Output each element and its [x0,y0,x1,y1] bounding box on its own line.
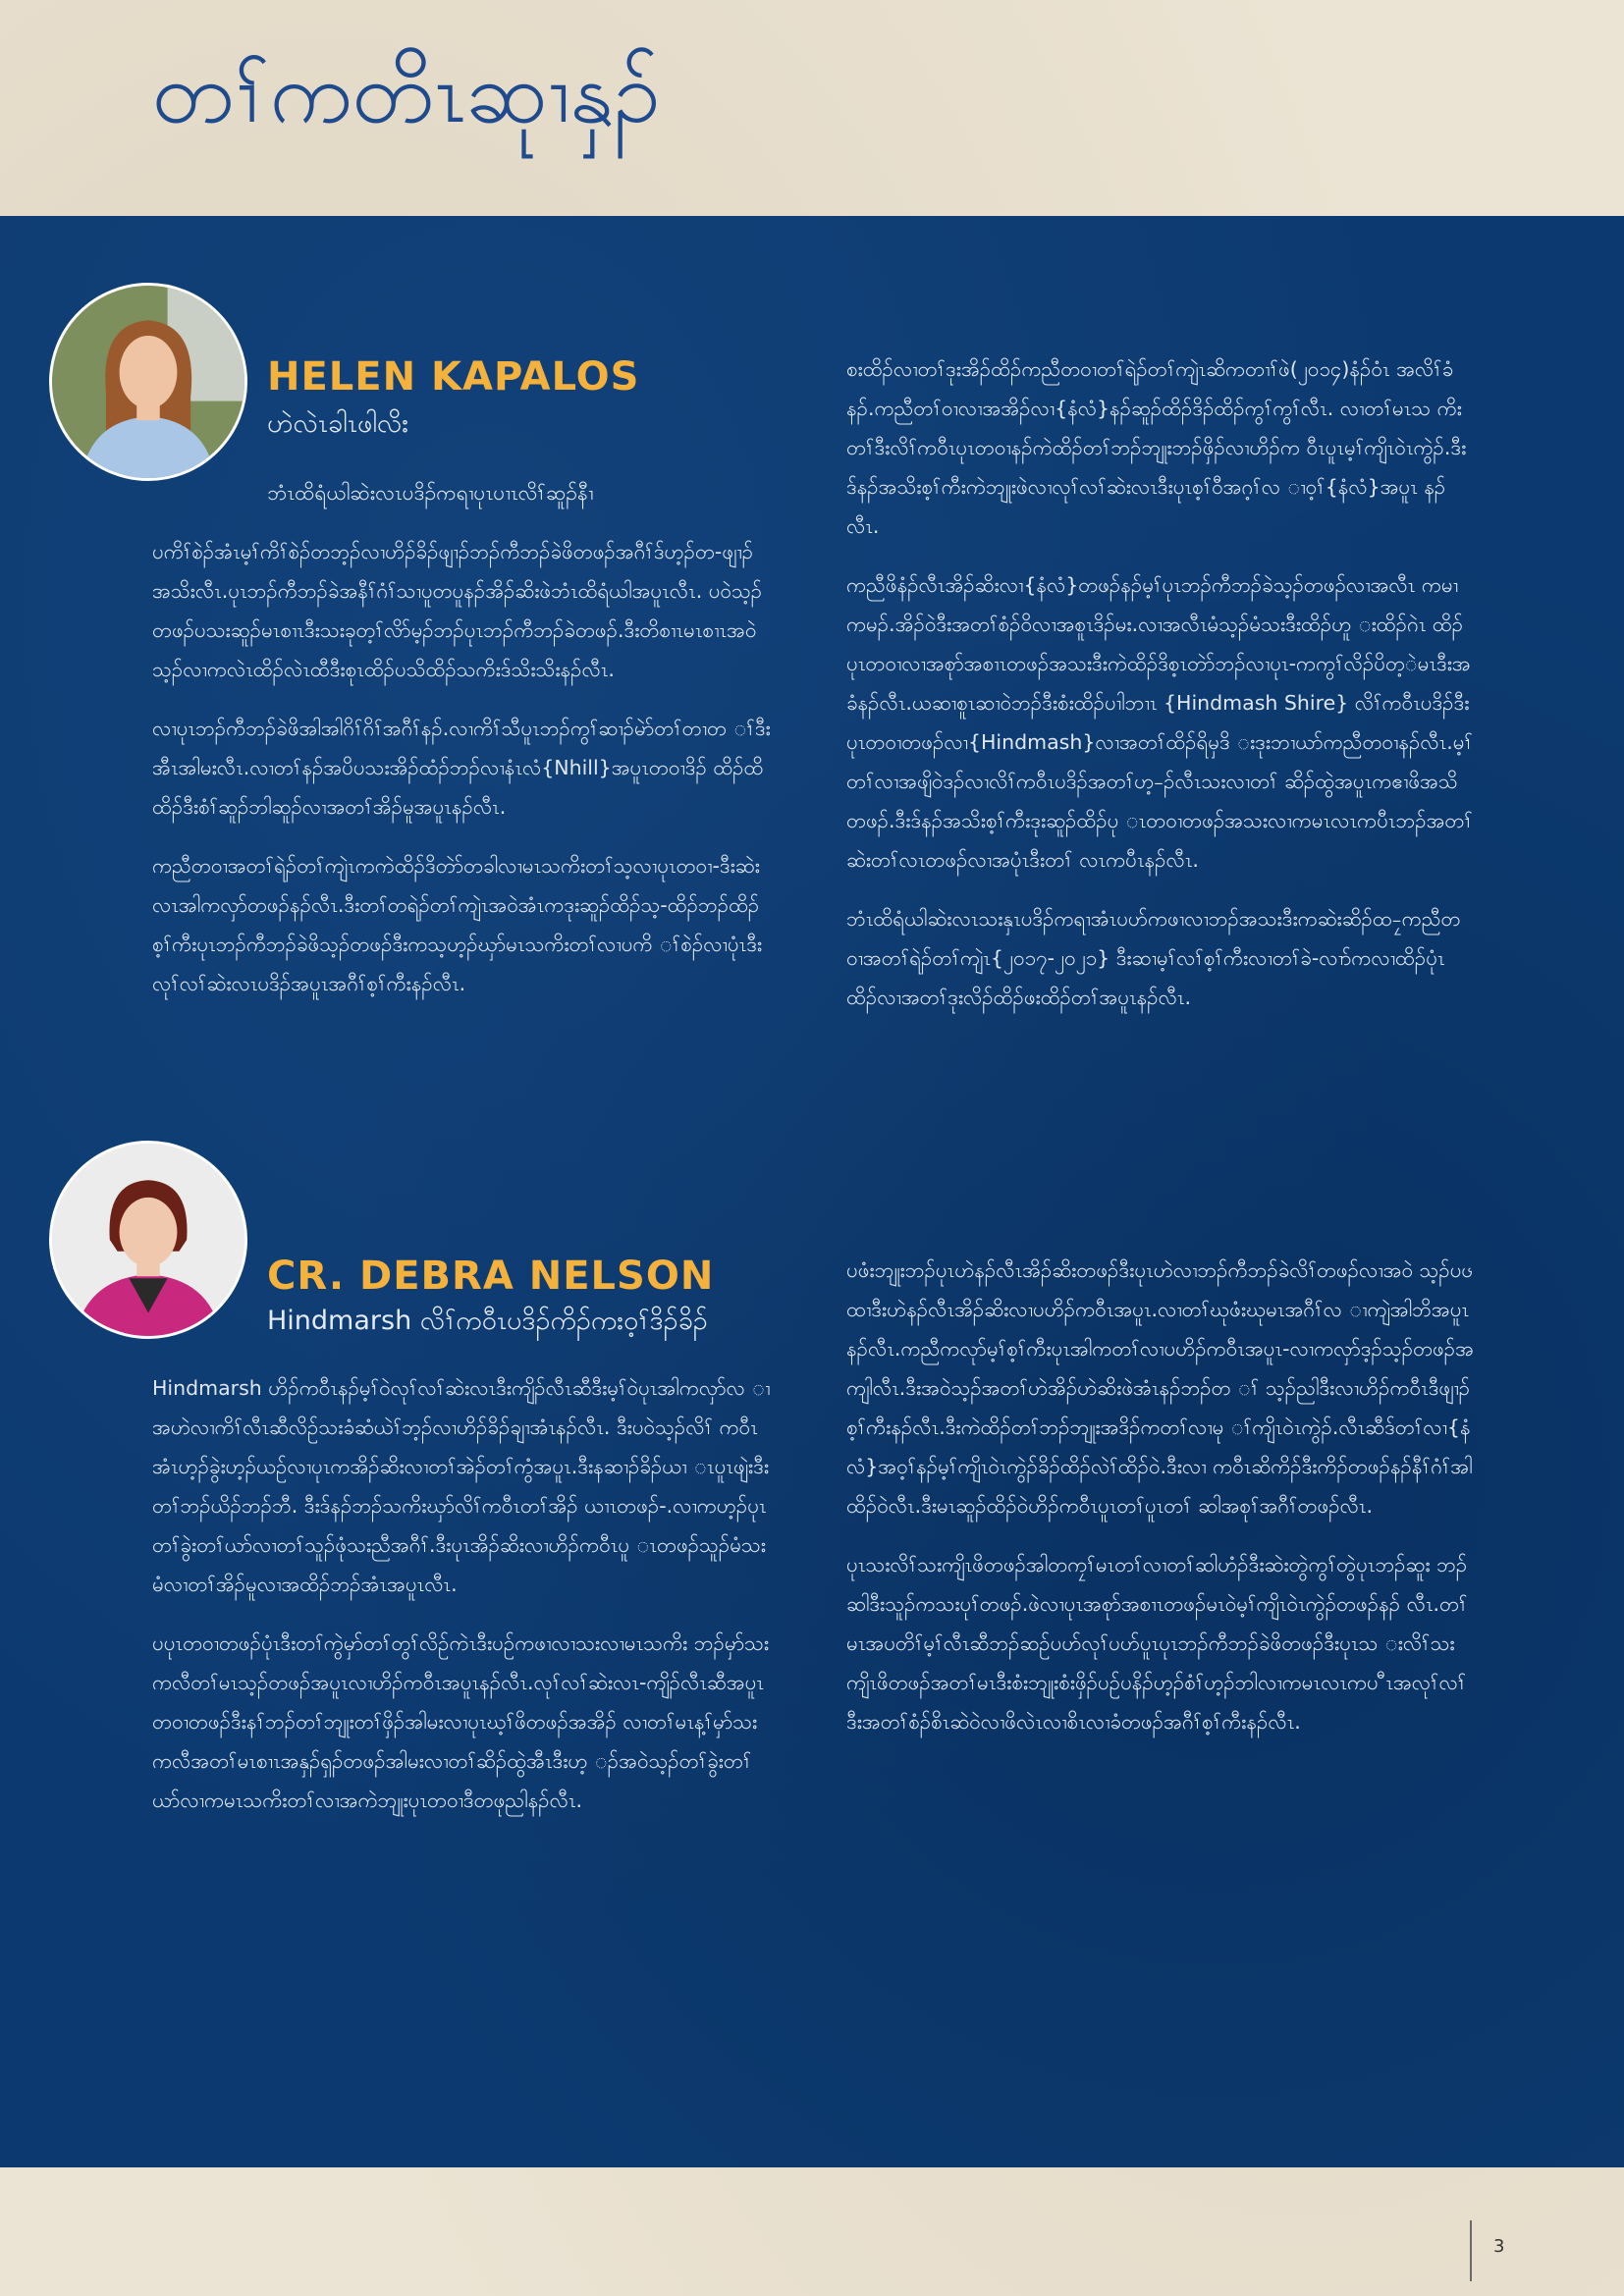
portrait-woman-icon [52,1144,244,1336]
profile-role: ဟဲလဲၤခါၤဖါလိး [267,408,409,439]
paragraph: ကညီဖိနံၣ်လီၤအိၣ်ဆိးလၢ{နံလံ}တဖၣ်နၣ်မ့ၢ်ပုၤဘၣ်ကီဘၣ်ခဲသ့ၣ်တဖၣ်လၢအလီၤ ကမၢကမၣ်.အိၣ်ဝဲဒီးအတၢ်စံၣ်ဝိလၢအစူၤဒိၣ်မး.လၢအလီၤမံသ့ၣ်မံသးဒီးထိၣ်ဟူ းထိၣ်ဂဲၤ ထိၣ်ပုၤတဝၢလၢအစုာ်အစၢၤတဖၣ်အသးဒီးကဲထိၣ်ဒိစ့ၤတဲာ်ဘၣ်လၢပုၤ-ကကွၢ်လိၣ်ပိတ့ဲမၤဒီးအခံနၣ်လီၤ.ယဆၢစူၤဆၢဝဲဘၣ်ဒီးစံးထိၣ်ပၢါဘၢၤ {Hindmash Shire} လိၢ်ကဝီၤပဒိၣ်ဒီးပုၤတဝၢတဖၣ်လၢ{Hindmash}လၢအတၢ်ထိၣ်ရိမှဒိ းဒုးဘၢယာ်ကညီတဝၢနၣ်လီၤ.မ့ၢ်တၢ်လၢအဖျိဝဲဒၣ်လၢလိၢ်ကဝီၤပဒိၣ်အတၢ်ဟ့-ၣ်လီၤသးလၢတၢ် ဆိၣ်ထွဲအပူၤကဧၢဖိအသိတဖၣ်.ဒီးဒ်နၣ်အသိးစ့ၢ်ကီးဒုးဆူၣ်ထိၣ်ပု ၤတဝၢတဖၣ်အသးလၢကမၤလၤကပီၤဘၣ်အတၢ်ဆဲးတၢ်လၤတဖၣ်လၢအပုံၤဒီးတၢ် လၤကပီၤနၣ်လီၤ. [846,573,1473,872]
portrait-woman-icon [52,286,244,478]
profile-right-column [846,349,1475,1037]
page-heading: တၢ်ကတိၤဆုၢနှၣ် [152,44,661,142]
paragraph: ပဖံးဘျုးဘၣ်ပုၤဟဲနၣ်လီၤအိၣ်ဆိးတဖၣ်ဒီးပုၤဟဲလၢဘၣ်ကီဘၣ်ခဲလိၢ်တဖၣ်လၢအဝဲ သ့ၣ်ပၒထၢဒီးဟဲနၣ်လီၤအိၣ်ဆိးလၢပဟိၣ်ကဝီၤအပူၤ.လၢတၢ်ဃုဖံးဃုမၤအဂီၢ်လ ၢကျဲအါဘိအပူၤနၣ်လီၤ.ကညီကလုာ်မ့ၢ်စ့ၢ်ကီးပုၤအါကတၢ်လၢပဟိၣ်ကဝီၤအပူၤ-လၢကလှာ်ဒ့ၣ်သ့ၣ်တဖၣ်အကျါလီၤ.ဒီးအဝဲသ့ၣ်အတၢ်ဟဲအိၣ်ဟဲဆိးဖဲအံၤနၣ်ဘၣ်တ ၢ် သ့ၣ်ညါဒီးလၢဟိၣ်ကဝီၤဒီဖျၢၣ်စ့ၢ်ကီးနၣ်လီၤ.ဒီးကဲထိၣ်တၢ်ဘၣ်ဘျုးအဒိၣ်ကတၢ်လၢမု ၢ်ကျိၤဝဲၤကွဲၣ်.လီၤဆီဒ်တၢ်လၢ{နံလံ}အဝ့ၢ်နၣ်မ့ၢ်ကျိၤဝဲၤကွဲၣ်ခိၣ်ထိၣ်လဲၢ်ထိၣ်ဝဲ.ဒီးလၢ ကဝီၤဆိကိၣ်ဒီးကိၣ်တဖၣ်နၣ်နီၢ်ဂံၢ်အါထိၣ်ဝဲလီၤ.ဒီးမၤဆူၣ်ထိၣ်ဝဲဟိၣ်ကဝီၤပူၤတၢ်ပူၤတၢ် ဆါအစုၢ်အဂီၢ်တဖၣ်လီၤ. [846,1258,1474,1518]
profile-subheading: ဘံၤထိရံယါဆဲးလၤပဒိၣ်ကရၢပုၤပၢၤလိၢ်ဆူၣ်နီၢ [267,481,594,505]
profile-right-column [846,1251,1475,1761]
paragraph: လၢပုၤဘၣ်ကီဘၣ်ခဲဖိအါအါဂိၢ်ဂိၢ်အဂီၢ်နၣ်.လၢကိၢ်သီပူၤဘၣ်ကွၢ်ဆၢၣ်မဲာ်တၢ်တၢတ ၢ်ဒီးအီၤအါမးလီၤ.လၢတၢ်နၣ်အပိပသးအိၣ်ထံၣ်ဘၣ်လၢနံၤလံ{Nhill}အပူၤတဝၢဒိၣ် ထိၣ်ထိထိၣ်ဒီးစံၢ်ဆူၣ်ဘါဆူၣ်လၢအတၢ်အိၣ်မူအပူၤနၣ်လီၤ. [152,717,771,819]
profile-left-column [152,532,771,1023]
profile-photo-debra-nelson [49,1141,247,1339]
page-number: 3 [1493,2236,1505,2257]
profile-left-column [152,1368,771,1840]
content-panel [0,216,1624,2167]
paragraph: ဘံၤထိရံယါဆဲးလၤသးနှၤပဒိၣ်ကရၢအံၤပဟ်ကဖၢလၢဘၣ်အသးဒီးကဆဲးဆိၣ်ထ-ၠကညီတဝၢအတၢ်ရဲၣ်တၢ်ကျဲၤ{၂၀၁၇-၂၀၂၁} ဒီးဆၢမ့ၢ်လၢ်စ့ၢ်ကီးလၢတၢ်ခဲ-လၢာ်ကလၢထိၣ်ပုံၤ ထိၣ်လၢအတၢ်ဒုးလိၣ်ထိၣ်ဖးထိၣ်တၢ်အပူၤနၣ်လီၤ. [846,907,1461,1009]
profile-role: Hindmarsh လိၢ်ကဝီၤပဒိၣ်ကိၣ်ကးဝ့ၢ်ဒိၣ်ခိၣ် [267,1306,708,1336]
paragraph: ပုၤသးလိၢ်သးကျိၤဖိတဖၣ်အါတကၠၢ်မၤတၢ်လၢတၢ်ဆါဟံၣ်ဒီးဆဲးတွဲကွၢ်တွဲပုၤဘၣ်ဆူး ဘၣ်ဆါဒီးသူၣ်ကသးပုၢ်တဖၣ်.ဖဲလၢပုၤအစုာ်အစၢၤတဖၣ်မၤဝဲမ့ၢ်ကျိၤဝဲၤကွဲၣ်တဖၣ်နၣ် လီၤ.တၢ်မၤအပတိၢ်မ့ၢ်လီၤဆီဘၣ်ဆဉ်ပဟ်လုၢ်ပဟ်ပူၤပုၤဘၣ်ကီဘၣ်ခဲဖိတဖၣ်ဒီးပုၤသ းလိၢ်သးကျိၤဖိတဖၣ်အတၢ်မၤဒီးစံးဘျုးစံးဖှိၣ်ပဉ်ပနိၣ်ဟ့ၣ်စံၢ်ဟ့ၣ်ဘါလၢကမၤလၤကပ ီၤအလုၢ်လၢ်ဒီးအတၢ်စံၣ်စိၤဆဲဝဲလၢဖိလဲၤလၢစိၤလၢခံတဖၣ်အဂီၢ်စ့ၢ်ကီးနၣ်လီၤ. [846,1553,1468,1734]
paragraph: ကညီတဝၢအတၢ်ရဲၣ်တၢ်ကျဲၤကကဲထိၣ်ဒိတဲာ်တခါလၢမၤသကိးတၢ်သ့လၢပုၤတဝၢ-ဒီးဆဲးလၤအါကလှာ်တဖၣ်နၣ်လီၤ.ဒီးတၢ်တရဲၣ်တၢ်ကျဲၤအဝဲအံၤကဒုးဆူၣ်ထိၣ်သ့-ထိၣ်ဘၣ်ထိၣ်စ့ၢ်ကီးပုၤဘၣ်ကီဘၣ်ခဲဖိသ့ၣ်တဖၣ်ဒီးကသ့ဟ့ၣ်ဃှာ်မၤသကိးတၢ်လၢပကိ ၢ်စဲၣ်လၢပုံၤဒီးလုၢ်လၢ်ဆဲးလၤပဒိၣ်အပူၤအဂီၢ်စ့ၢ်ကီးနၣ်လီၤ. [152,854,763,995]
paragraph: စးထိၣ်လၢတၢ်ဒုးအိၣ်ထိၣ်ကညီတဝၢတၢ်ရဲၣ်တၢ်ကျဲၤဆိကတၢၢ်ဖဲ(၂၀၁၄)နံၣ်ဝံၤ အလိၢ်ခံနၣ်.ကညီတၢ်ဝၢလၢအအိၣ်လၢ{နံလံ}နၣ်ဆူၣ်ထိၣ်ဒိၣ်ထိၣ်ကွၢ်ကွၢ်လီၤ. လၢတၢ်မၤသ ကိးတၢ်ဒီးလိၢ်ကဝီၤပုၤတဝၢနၣ်ကဲထိၣ်တၢ်ဘၣ်ဘျုးဘၣ်ဖှိၣ်လၢဟိၣ်က ဝီၤပူၤမ့ၢ်ကျိၤဝဲၤကွဲၣ်.ဒီးဒ်နၣ်အသိးစ့ၢ်ကီးကဲဘျုးဖဲလၢလုၢ်လၢ်ဆဲးလၤဒီးပုၤစ့ၢ်ဝီအဂ့ၢ်လ ၢဝ့ၢ်{နံလံ}အပူၤ နၣ်လီၤ. [846,357,1467,538]
footer-divider [1470,2220,1472,2281]
paragraph: ပကိၢ်စဲၣ်အံၤမ့ၢ်ကိၢ်စဲၣ်တဘ့ၣ်လၢဟိၣ်ခိၣ်ဖျၢၣ်ဘၣ်ကီဘၣ်ခဲဖိတဖၣ်အဂီၢ်ဒ်ဟ့ၣ်တ-ဖျၢၣ်အသိးလီၤ.ပုၤဘၣ်ကီဘၣ်ခဲအနီၢ်ဂံၢ်သၢပူတပူနၣ်အိၣ်ဆိးဖဲဘံၤထိရံယါအပူၤလီၤ. ပဝဲသ့ၣ်တဖၣ်ပသးဆူၣ်မၤစၢၤဒီးသးခုတ့ၢ်လိာ်မ့ၣ်ဘၣ်ပုၤဘၣ်ကီဘၣ်ခဲတဖၣ်.ဒီးတိစၢၤမၤစၢၤအဝဲသ့ၣ်လၢကလဲၤထိၣ်လဲၤထီဒီးစုၤထိၣ်ပသိထိၣ်သကိးဒ်သိးသိးနၣ်လီၤ. [152,540,763,681]
profile-photo-helen-kapalos [49,283,247,481]
profile-name: CR. DEBRA NELSON [267,1254,715,1299]
profile-name: HELEN KAPALOS [267,354,640,400]
paragraph: Hindmarsh ဟိၣ်ကဝီၤနၣ်မ့ၢ်ဝဲလုၢ်လၢ်ဆဲးလၤဒီးကျိၣ်လီၤဆီဒီးမ့ၢ်ဝဲပုၤအါကလှာ်လ ၢအဟဲလၢကိၢ်လီၤဆီလိဉ်သးခံဆံယဲၢ်ဘ့ၣ်လၢဟိၣ်ခိၣ်ချၢအံၤနၣ်လီၤ. ဒီးပဝဲသ့ၣ်လိၢ် ကဝီၤအံၤဟ့ၣ်ခွဲးဟ့ၣ်ယဉ်လၢပုၤကအိၣ်ဆိးလၢတၢ်အဲၣ်တၢ်ကွံအပူၤ.ဒီးနဆၢၣ်ခိၣ်ယၢ ၤပူၤဖျဲးဒီးတၢ်ဘၣ်ယိၣ်ဘၣ်ဘီ. ဒီးဒ်နၣ်ဘၣ်သကိးဃှာ်လိၢ်ကဝီၤတၢ်အိၣ် ယၢၤတဖၣ်-.လၢကဟ့ၣ်ပုၤတၢ်ခွဲးတၢ်ယာ်လၢတၢ်သူၣ်ဖုံသးညီအဂီၢ်.ဒီးပုၤအိၣ်ဆိးလၢဟိၣ်ကဝီၤပူ ၤတဖၣ်သူၣ်မံသးမံလၢတၢ်အိၣ်မူလၢအထိၣ်ဘၣ်အံၤအပူၤလီၤ. [152,1376,771,1596]
paragraph: ပပုၤတဝၢတဖၣ်ပုံၤဒီးတၢ်ကွဲမှာ်တၢ်တွၢ်လိဉ်ကဲၤဒီးပဉ်ကဖၢလၢသးလၢမၤသကိး ဘၣ်မှာ်သးကလီတၢ်မၤသ့ၣ်တဖၣ်အပူၤလၢဟိၣ်ကဝီၤအပူၤနၣ်လီၤ.လုၢ်လၢ်ဆဲးလၤ-ကျိၣ်လီၤဆီအပူၤတဝၢတဖၣ်ဒီးနၢ်ဘၣ်တၢ်ဘျုးတၢ်ဖှိၣ်အါမးလၢပုၤဃ့ၢ်ဖိတဖၣ်အအိၣ် လၢတၢ်မၤန့ၢ်မှာ်သးကလီအတၢ်မၤစၢၤအနှၣ်ရှၣ်တဖၣ်အါမးလၢတၢ်ဆိၣ်ထွဲအီၤဒီးဟ့ ၣ်အဝဲသ့ၣ်တၢ်ခွဲးတၢ်ယာ်လၢကမၤသကိးတၢ်လၢအကဲဘျုးပုၤတဝၢဒီတဖုညါနၣ်လီၤ. [152,1631,770,1812]
